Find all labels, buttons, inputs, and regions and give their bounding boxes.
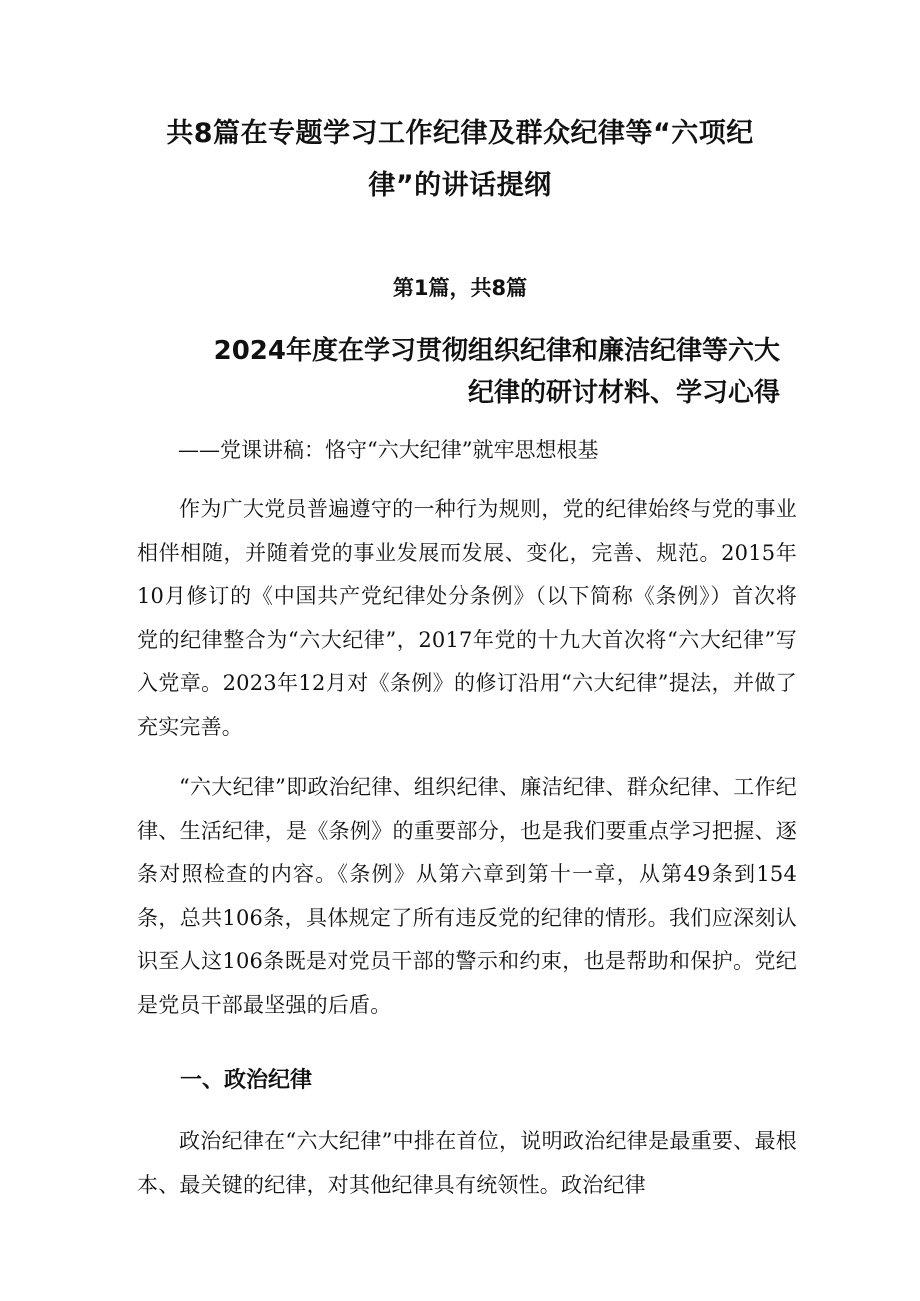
article-title bbox=[200, 330, 780, 414]
article-title-line2: 纪律的研讨材料、学习心得 bbox=[467, 378, 780, 408]
paragraph-intro: 作为广大党员普遍遵守的一种行为规则，党的纪律始终与党的事业相伴相随，并随着党的事业发展而发展、变化，完善、规范。2015年10月修订的《中国共产党纪律处分条例》（以下简称《条例》）首次将党的纪律整合为“六大纪律”，2017年党的十九大首次将“六大纪律”写入党章。2023年12月对《条例》的修订沿用“六大纪律”提法，并做了充实完善。 bbox=[137, 497, 797, 739]
article-subtitle: ——党课讲稿：恪守“六大纪律”就牢思想根基 bbox=[178, 438, 599, 462]
document-title-line2: 律”的讲话提纲 bbox=[368, 170, 552, 201]
section-heading-political-discipline: 一、政治纪律 bbox=[180, 1068, 313, 1093]
paragraph-six-disciplines: “六大纪律”即政治纪律、组织纪律、廉洁纪律、群众纪律、工作纪律、生活纪律，是《条例》的重要部分，也是我们要重点学习把握、逐条对照检查的内容。《条例》从第六章到第十一章，从第49条到154条，总共106条，具体规定了所有违反党的纪律的情形。我们应深刻认识至人这106条既是对党员干部的警示和约束，也是帮助和保护。党纪是党员干部最坚强的后盾。 bbox=[137, 775, 797, 1017]
document-title-line1: 共8篇在专题学习工作纪律及群众纪律等“六项纪 bbox=[166, 118, 754, 149]
article-title-line1: 2024年度在学习贯彻组织纪律和廉洁纪律等六大 bbox=[213, 336, 780, 366]
document-title bbox=[120, 108, 800, 212]
part-label: 第1篇，共8篇 bbox=[392, 276, 528, 300]
paragraph-political-discipline: 政治纪律在“六大纪律”中排在首位，说明政治纪律是最重要、最根本、最关键的纪律，对其他纪律具有统领性。政治纪律 bbox=[137, 1129, 797, 1197]
